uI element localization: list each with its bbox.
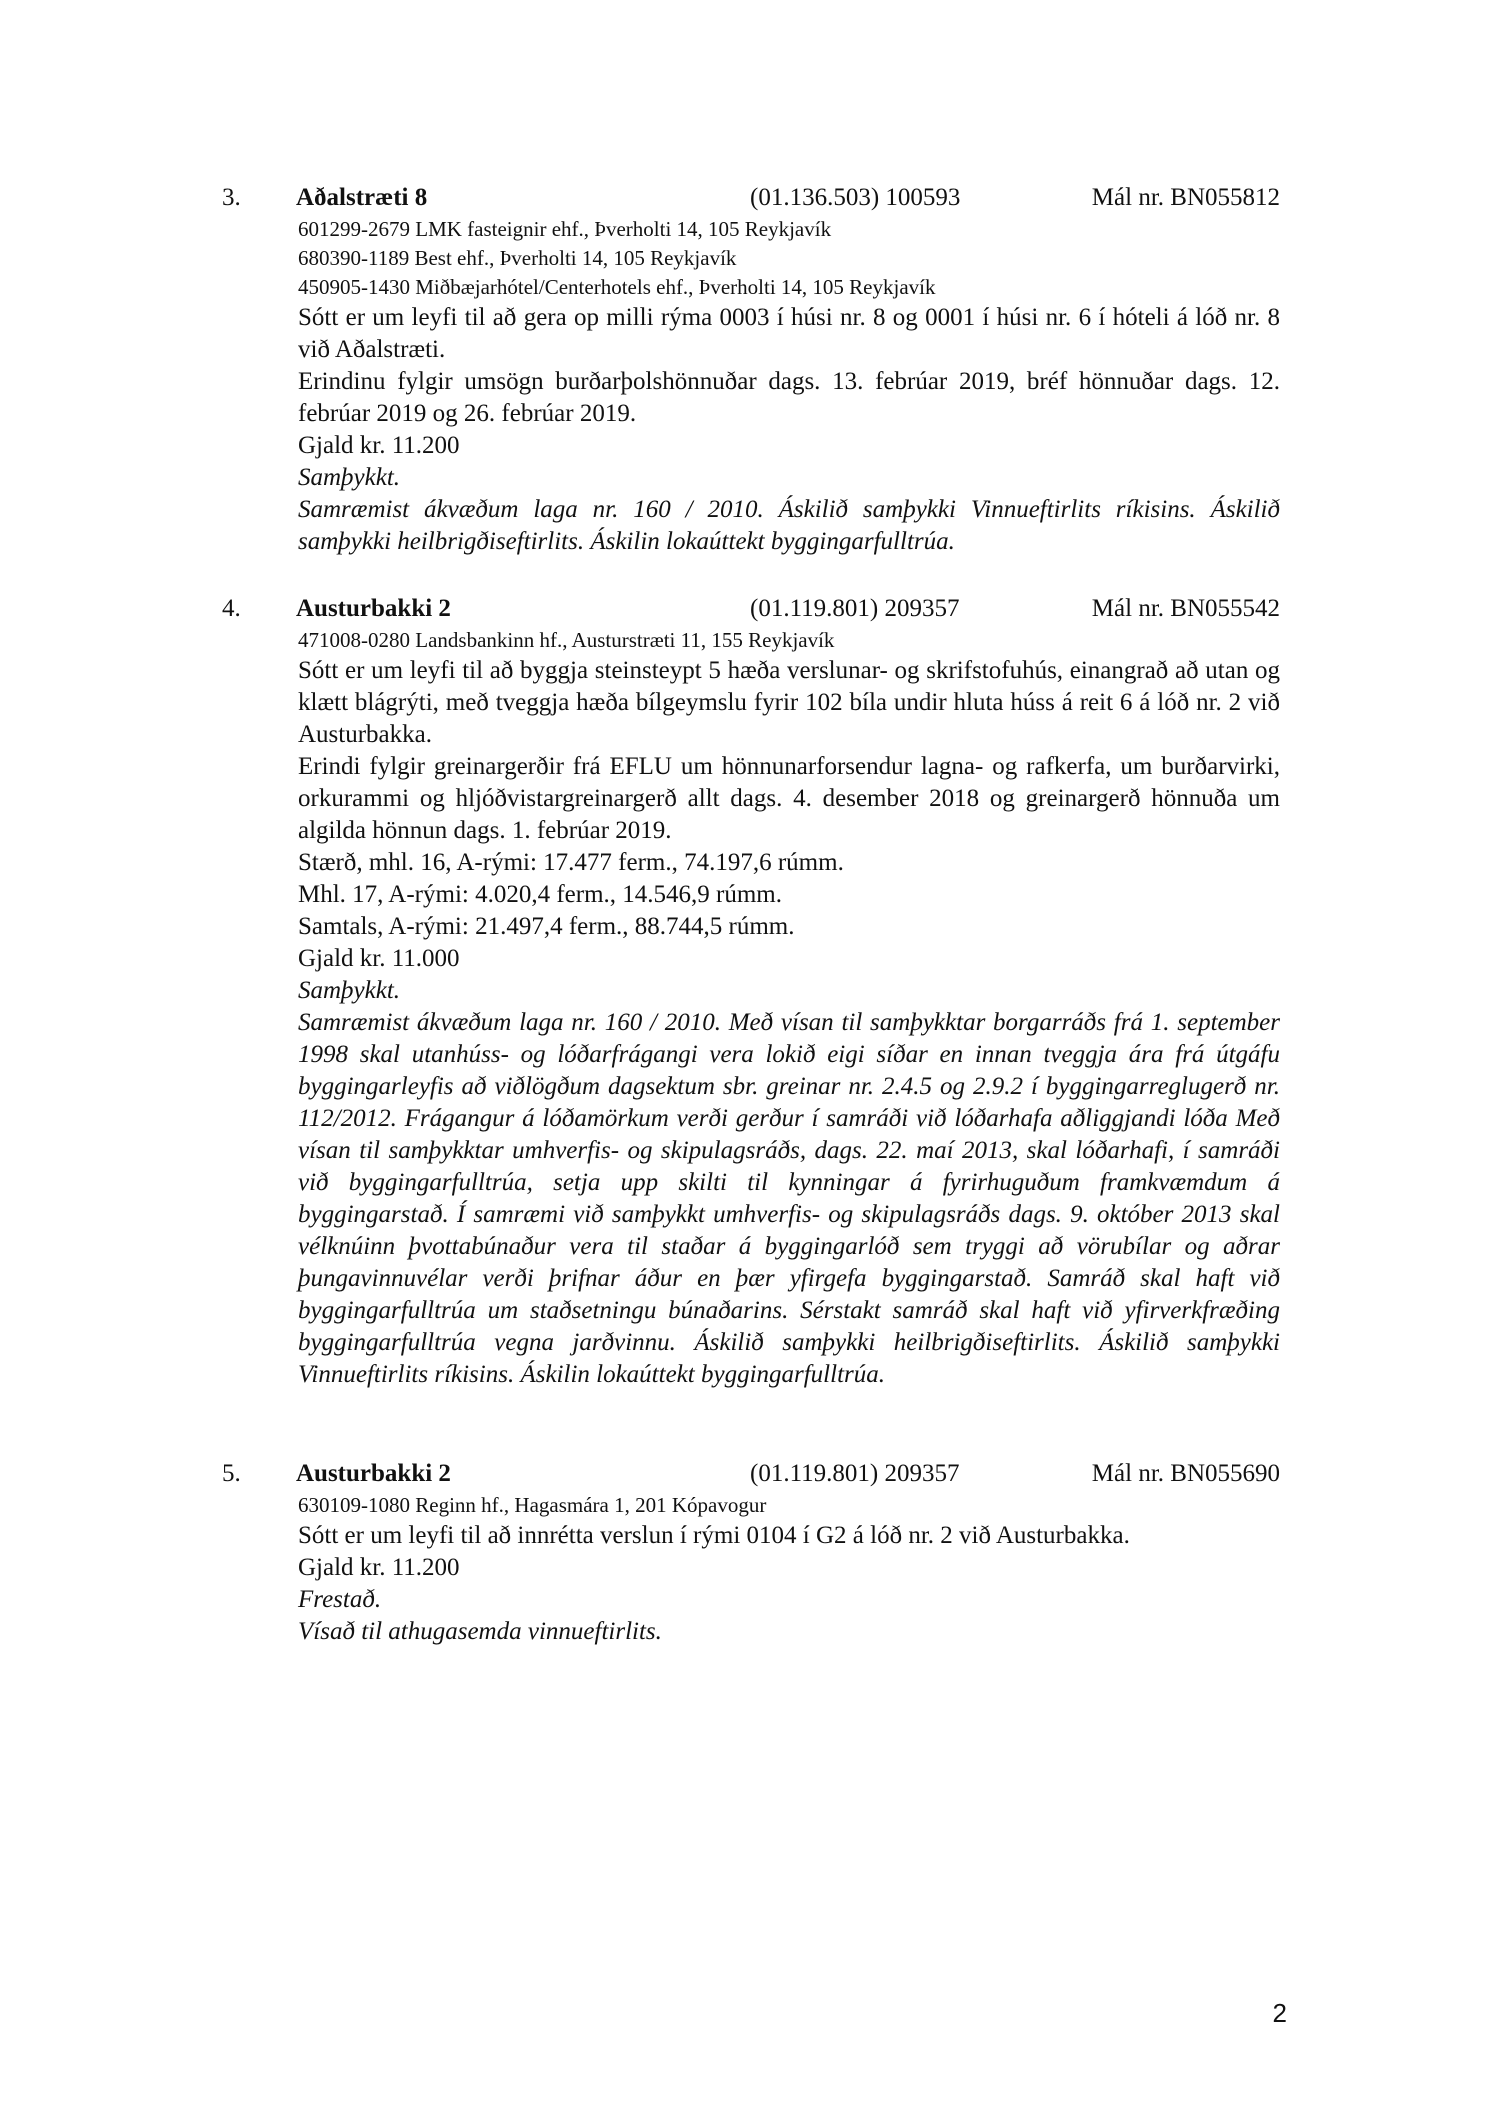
fee-line: Gjald kr. 11.200 bbox=[298, 1554, 460, 1581]
owner-line: 450905-1430 Miðbæjarhótel/Centerhotels ehf., Þverholti 14, 105 Reykjavík bbox=[298, 275, 936, 299]
agenda-item-3 bbox=[222, 181, 1280, 558]
case-number: Mál nr. BN055690 bbox=[1091, 1460, 1280, 1487]
size-line: Samtals, A-rými: 21.497,4 ferm., 88.744,5 rúmm. bbox=[298, 913, 795, 940]
decision-text: Samþykkt. bbox=[298, 977, 401, 1004]
decision-text: Samþykkt. bbox=[298, 464, 401, 491]
case-number: Mál nr. BN055542 bbox=[1091, 595, 1280, 622]
item-title: Austurbakki 2 bbox=[296, 1460, 451, 1487]
item-header bbox=[222, 592, 1280, 626]
description-paragraph: Sótt er um leyfi til að gera op milli rýma 0003 í húsi nr. 8 og 0001 í húsi nr. 6 í hóteli á lóð nr. 8 við Aðalstræti. bbox=[298, 304, 1280, 363]
decision-text: Frestað. bbox=[298, 1586, 382, 1613]
description-paragraph: Sótt er um leyfi til að innrétta verslun í rými 0104 í G2 á lóð nr. 2 við Austurbakka. bbox=[298, 1522, 1130, 1549]
fee-line: Gjald kr. 11.200 bbox=[298, 432, 460, 459]
item-number: 3. bbox=[222, 184, 241, 211]
owner-list bbox=[298, 215, 1280, 302]
owner-line: 601299-2679 LMK fasteignir ehf., Þverholti 14, 105 Reykjavík bbox=[298, 217, 832, 241]
size-line: Stærð, mhl. 16, A-rými: 17.477 ferm., 74.197,6 rúmm. bbox=[298, 849, 844, 876]
owner-list bbox=[298, 626, 1280, 655]
item-title: Aðalstræti 8 bbox=[296, 184, 428, 211]
decision-notes: Samræmist ákvæðum laga nr. 160 / 2010. Áskilið samþykki Vinnueftirlits ríkisins. Áskilið samþykki heilbrigðiseftirlits. Áskilin lokaúttekt byggingarfulltrúa. bbox=[298, 496, 1280, 555]
owner-line: 680390-1189 Best ehf., Þverholti 14, 105 Reykjavík bbox=[298, 246, 737, 270]
item-body bbox=[298, 626, 1280, 1391]
decision-notes: Vísað til athugasemda vinnueftirlits. bbox=[298, 1618, 662, 1645]
agenda-item-4 bbox=[222, 592, 1280, 1391]
item-body bbox=[298, 215, 1280, 558]
case-number: Mál nr. BN055812 bbox=[1091, 184, 1280, 211]
description-paragraph: Sótt er um leyfi til að byggja steinsteypt 5 hæða verslunar- og skrifstofuhús, einangrað að utan og klætt blágrýti, með tveggja hæða bílgeymslu fyrir 102 bíla undir hluta húss á reit 6 á lóð nr. 2 við Austurbakka. bbox=[298, 657, 1280, 748]
item-header bbox=[222, 1457, 1280, 1491]
owner-list bbox=[298, 1491, 1280, 1520]
item-number: 4. bbox=[222, 595, 241, 622]
description-paragraph: Erindinu fylgir umsögn burðarþolshönnuðar dags. 13. febrúar 2019, bréf hönnuðar dags. 12. febrúar 2019 og 26. febrúar 2019. bbox=[298, 368, 1280, 427]
page-number: 2 bbox=[1272, 1998, 1287, 2028]
fee-line: Gjald kr. 11.000 bbox=[298, 945, 460, 972]
size-line: Mhl. 17, A-rými: 4.020,4 ferm., 14.546,9 rúmm. bbox=[298, 881, 782, 908]
owner-line: 471008-0280 Landsbankinn hf., Austurstræti 11, 155 Reykjavík bbox=[298, 628, 835, 652]
item-body bbox=[298, 1491, 1280, 1648]
item-number: 5. bbox=[222, 1460, 241, 1487]
agenda-item-5 bbox=[222, 1457, 1280, 1648]
property-code: (01.119.801) 209357 bbox=[750, 1460, 960, 1487]
description-paragraph: Erindi fylgir greinargerðir frá EFLU um hönnunarforsendur lagna- og rafkerfa, um burðarvirki, orkurammi og hljóðvistargreinargerð allt dags. 4. desember 2018 og greinargerð hönnuða um algilda hönnun dags. 1. febrúar 2019. bbox=[298, 753, 1280, 844]
item-title: Austurbakki 2 bbox=[296, 595, 451, 622]
owner-line: 630109-1080 Reginn hf., Hagasmára 1, 201 Kópavogur bbox=[298, 1493, 767, 1517]
property-code: (01.136.503) 100593 bbox=[750, 184, 961, 211]
decision-notes: Samræmist ákvæðum laga nr. 160 / 2010. Með vísan til samþykktar borgarráðs frá 1. september 1998 skal utanhúss- og lóðarfrágangi vera lokið eigi síðar en innan tveggja ára frá útgáfu byggingarleyfis að viðlögðum dagsektum sbr. greinar nr. 2.4.5 og 2.9.2 í byggingarreglugerð nr. 112/2012. Frágangur á lóðamörkum verði gerður í samráði við lóðarhafa aðliggjandi lóða Með vísan til samþykktar umhverfis- og skipulagsráðs, dags. 22. maí 2013, skal lóðarhafi, í samráði við byggingarfulltrúa, setja upp skilti til kynningar á fyrirhuguðum framkvæmdum á byggingarstað. Í samræmi við samþykkt umhverfis- og skipulagsráðs dags. 9. október 2013 skal vélknúinn þvottabúnaður vera til staðar á byggingarlóð sem tryggi að vörubílar og aðrar þungavinnuvélar verði þrifnar áður en þær yfirgefa byggingarstað. Samráð skal haft við byggingarfulltrúa um staðsetningu búnaðarins. Sérstakt samráð skal haft við yfirverkfræðing byggingarfulltrúa vegna jarðvinnu. Áskilið samþykki heilbrigðiseftirlits. Áskilið samþykki Vinnueftirlits ríkisins. Áskilin lokaúttekt byggingarfulltrúa. bbox=[298, 1009, 1280, 1388]
property-code: (01.119.801) 209357 bbox=[750, 595, 960, 622]
item-header bbox=[222, 181, 1280, 215]
